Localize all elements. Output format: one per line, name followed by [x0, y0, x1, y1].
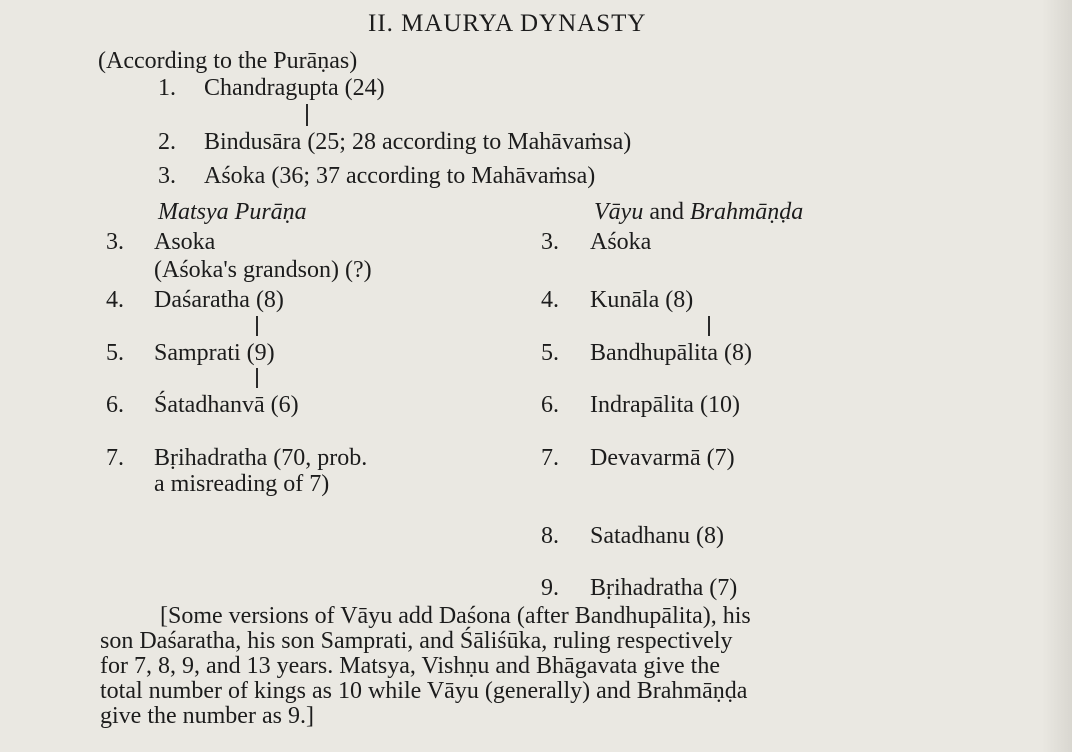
lineage-connector	[256, 368, 258, 388]
left-entry: Samprati (9)	[154, 340, 275, 366]
left-entry-note: a misreading of 7)	[154, 471, 330, 497]
right-number: 3.	[541, 229, 559, 255]
left-entry: Asoka	[154, 229, 216, 255]
right-number: 8.	[541, 523, 559, 549]
left-number: 7.	[106, 445, 124, 471]
left-column-heading: Matsya Purāṇa	[158, 199, 307, 225]
left-number: 4.	[106, 287, 124, 313]
footnote-line: total number of kings as 10 while Vāyu (generally) and Brahmāṇḍa	[100, 678, 748, 704]
right-entry: Satadhanu (8)	[590, 523, 724, 549]
right-entry: Devavarmā (7)	[590, 445, 735, 471]
left-entry: Śatadhanvā (6)	[154, 392, 299, 418]
main-entry-chandragupta: Chandragupta (24)	[204, 75, 385, 101]
right-entry: Indrapālita (10)	[590, 392, 740, 418]
right-number: 4.	[541, 287, 559, 313]
left-entry: Bṛihadratha (70, prob.	[154, 445, 368, 471]
right-heading-vayu: Vāyu	[594, 199, 644, 225]
footnote-line: son Daśaratha, his son Samprati, and Śāliśūka, ruling respectively	[100, 628, 733, 654]
main-number-2: 2.	[158, 129, 176, 155]
footnote-line: for 7, 8, 9, and 13 years. Matsya, Vishṇu and Bhāgavata give the	[100, 653, 720, 679]
main-number-3: 3.	[158, 163, 176, 189]
right-entry: Aśoka	[590, 229, 652, 255]
lineage-connector	[256, 316, 258, 336]
lineage-connector	[708, 316, 710, 336]
main-number-1: 1.	[158, 75, 176, 101]
left-entry: Daśaratha (8)	[154, 287, 284, 313]
right-entry: Bandhupālita (8)	[590, 340, 752, 366]
right-number: 9.	[541, 575, 559, 601]
left-number: 3.	[106, 229, 124, 255]
right-column-heading	[594, 198, 803, 226]
right-number: 5.	[541, 340, 559, 366]
right-number: 6.	[541, 392, 559, 418]
main-entry-asoka: Aśoka (36; 37 according to Mahāvaṁsa)	[204, 163, 596, 189]
main-entry-bindusara: Bindusāra (25; 28 according to Mahāvaṁsa)	[204, 129, 632, 155]
page-edge-shadow	[1042, 0, 1072, 752]
lineage-connector	[306, 104, 308, 126]
page-title: II. MAURYA DYNASTY	[368, 10, 647, 37]
left-number: 6.	[106, 392, 124, 418]
right-heading-brahmanda: Brahmāṇḍa	[689, 199, 804, 225]
footnote-paragraph	[100, 604, 1000, 729]
right-entry: Bṛihadratha (7)	[590, 575, 738, 601]
footnote-line: give the number as 9.]	[100, 703, 314, 729]
right-heading-and: and	[649, 199, 684, 225]
subtitle: (According to the Purāṇas)	[98, 48, 358, 74]
left-entry-note: (Aśoka's grandson) (?)	[154, 257, 372, 283]
footnote-line: [Some versions of Vāyu add Daśona (after Bandhupālita), his	[160, 603, 751, 629]
left-number: 5.	[106, 340, 124, 366]
right-number: 7.	[541, 445, 559, 471]
right-entry: Kunāla (8)	[590, 287, 694, 313]
